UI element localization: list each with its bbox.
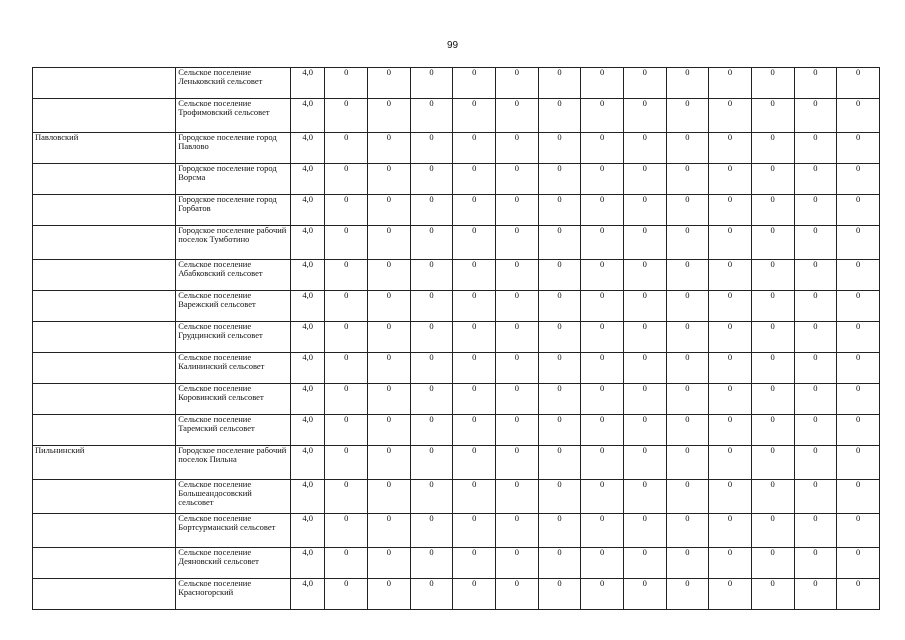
page-number: 99 [446, 40, 459, 51]
value-cell: 0 [496, 195, 539, 226]
value-cell: 0 [453, 384, 496, 415]
value-cell: 0 [709, 260, 752, 291]
value-cell: 4,0 [290, 415, 325, 446]
value-cell: 0 [496, 322, 539, 353]
value-cell: 0 [368, 226, 411, 260]
value-cell: 0 [496, 548, 539, 579]
value-cell: 0 [709, 68, 752, 99]
value-cell: 0 [751, 164, 794, 195]
value-cell: 0 [666, 291, 709, 322]
value-cell: 0 [837, 384, 880, 415]
settlement-cell: Сельское поселение Бортсурманский сельсовет [176, 514, 291, 548]
value-cell: 0 [496, 99, 539, 133]
value-cell: 0 [709, 99, 752, 133]
value-cell: 0 [496, 133, 539, 164]
value-cell: 0 [666, 514, 709, 548]
value-cell: 0 [794, 99, 837, 133]
value-cell: 0 [325, 260, 368, 291]
value-cell: 0 [751, 99, 794, 133]
value-cell: 0 [709, 384, 752, 415]
settlement-cell: Сельское поселение Таремский сельсовет [176, 415, 291, 446]
value-cell: 0 [623, 353, 666, 384]
value-cell: 0 [410, 514, 453, 548]
value-cell: 0 [794, 195, 837, 226]
value-cell: 0 [368, 164, 411, 195]
settlements-table [32, 67, 880, 610]
district-cell [33, 322, 176, 353]
district-cell [33, 291, 176, 322]
value-cell: 0 [453, 514, 496, 548]
table-row [33, 322, 880, 353]
value-cell: 0 [538, 446, 581, 480]
value-cell: 0 [794, 480, 837, 514]
value-cell: 0 [751, 384, 794, 415]
value-cell: 0 [325, 353, 368, 384]
value-cell: 0 [794, 164, 837, 195]
value-cell: 0 [325, 164, 368, 195]
settlement-cell: Сельское поселение Леньковский сельсовет [176, 68, 291, 99]
value-cell: 0 [453, 195, 496, 226]
value-cell: 0 [666, 133, 709, 164]
value-cell: 0 [666, 164, 709, 195]
value-cell: 0 [368, 548, 411, 579]
value-cell: 0 [581, 195, 624, 226]
value-cell: 0 [581, 353, 624, 384]
value-cell: 0 [410, 384, 453, 415]
table-body [33, 68, 880, 610]
district-cell [33, 68, 176, 99]
value-cell: 0 [496, 514, 539, 548]
value-cell: 0 [368, 260, 411, 291]
value-cell: 0 [368, 291, 411, 322]
district-cell [33, 480, 176, 514]
value-cell: 0 [496, 579, 539, 610]
value-cell: 0 [623, 322, 666, 353]
value-cell: 0 [666, 548, 709, 579]
settlement-cell: Сельское поселение Грудцинский сельсовет [176, 322, 291, 353]
value-cell: 0 [325, 579, 368, 610]
value-cell: 4,0 [290, 133, 325, 164]
value-cell: 0 [453, 226, 496, 260]
district-cell [33, 195, 176, 226]
value-cell: 0 [538, 226, 581, 260]
value-cell: 0 [496, 446, 539, 480]
value-cell: 0 [453, 99, 496, 133]
value-cell: 0 [709, 226, 752, 260]
value-cell: 0 [709, 322, 752, 353]
district-cell [33, 353, 176, 384]
value-cell: 0 [794, 384, 837, 415]
value-cell: 0 [837, 415, 880, 446]
value-cell: 0 [623, 68, 666, 99]
value-cell: 0 [410, 195, 453, 226]
value-cell: 0 [538, 415, 581, 446]
value-cell: 0 [410, 68, 453, 99]
settlement-cell: Сельское поселение Красногорский [176, 579, 291, 610]
value-cell: 0 [581, 415, 624, 446]
table-row [33, 68, 880, 99]
settlement-cell: Городское поселение рабочий поселок Пильна [176, 446, 291, 480]
value-cell: 4,0 [290, 164, 325, 195]
value-cell: 0 [666, 260, 709, 291]
value-cell: 4,0 [290, 446, 325, 480]
value-cell: 0 [496, 226, 539, 260]
table-row [33, 514, 880, 548]
value-cell: 0 [453, 291, 496, 322]
value-cell: 0 [368, 99, 411, 133]
table-row [33, 548, 880, 579]
table-row [33, 195, 880, 226]
value-cell: 0 [538, 322, 581, 353]
district-cell: Павловский [33, 133, 176, 164]
district-cell [33, 415, 176, 446]
district-cell: Пильнинский [33, 446, 176, 480]
value-cell: 0 [751, 260, 794, 291]
value-cell: 0 [410, 164, 453, 195]
value-cell: 0 [751, 353, 794, 384]
value-cell: 0 [837, 226, 880, 260]
value-cell: 0 [709, 480, 752, 514]
value-cell: 0 [453, 480, 496, 514]
table-row [33, 226, 880, 260]
value-cell: 0 [325, 548, 368, 579]
value-cell: 0 [325, 226, 368, 260]
value-cell: 0 [666, 384, 709, 415]
settlement-cell: Сельское поселение Коровинский сельсовет [176, 384, 291, 415]
value-cell: 0 [751, 514, 794, 548]
district-cell [33, 548, 176, 579]
settlement-cell: Городское поселение рабочий поселок Тумботино [176, 226, 291, 260]
value-cell: 4,0 [290, 579, 325, 610]
value-cell: 0 [410, 579, 453, 610]
value-cell: 0 [368, 579, 411, 610]
value-cell: 0 [325, 322, 368, 353]
value-cell: 0 [581, 514, 624, 548]
value-cell: 0 [325, 514, 368, 548]
value-cell: 0 [368, 195, 411, 226]
value-cell: 0 [623, 291, 666, 322]
value-cell: 0 [709, 579, 752, 610]
value-cell: 0 [751, 579, 794, 610]
value-cell: 0 [581, 384, 624, 415]
value-cell: 0 [538, 99, 581, 133]
value-cell: 0 [666, 226, 709, 260]
value-cell: 0 [794, 579, 837, 610]
value-cell: 0 [794, 548, 837, 579]
settlement-cell: Сельское поселение Калининский сельсовет [176, 353, 291, 384]
value-cell: 0 [666, 353, 709, 384]
value-cell: 4,0 [290, 480, 325, 514]
value-cell: 0 [538, 353, 581, 384]
value-cell: 0 [325, 68, 368, 99]
district-cell [33, 164, 176, 195]
table-row [33, 446, 880, 480]
value-cell: 0 [751, 415, 794, 446]
settlement-cell: Городское поселение город Павлово [176, 133, 291, 164]
value-cell: 0 [581, 260, 624, 291]
district-cell [33, 579, 176, 610]
value-cell: 0 [709, 446, 752, 480]
value-cell: 0 [325, 415, 368, 446]
value-cell: 0 [496, 415, 539, 446]
value-cell: 0 [837, 480, 880, 514]
value-cell: 0 [410, 480, 453, 514]
value-cell: 0 [325, 480, 368, 514]
table-row [33, 99, 880, 133]
value-cell: 0 [538, 195, 581, 226]
value-cell: 0 [581, 480, 624, 514]
value-cell: 0 [325, 133, 368, 164]
value-cell: 0 [709, 195, 752, 226]
value-cell: 0 [368, 480, 411, 514]
value-cell: 0 [623, 195, 666, 226]
value-cell: 0 [410, 446, 453, 480]
value-cell: 0 [538, 548, 581, 579]
table-row [33, 384, 880, 415]
value-cell: 0 [623, 480, 666, 514]
settlement-cell: Городское поселение город Ворсма [176, 164, 291, 195]
value-cell: 0 [837, 579, 880, 610]
value-cell: 0 [496, 480, 539, 514]
value-cell: 0 [623, 548, 666, 579]
value-cell: 0 [496, 164, 539, 195]
value-cell: 0 [794, 133, 837, 164]
value-cell: 0 [368, 384, 411, 415]
value-cell: 0 [581, 68, 624, 99]
value-cell: 0 [581, 291, 624, 322]
district-cell [33, 514, 176, 548]
district-cell [33, 226, 176, 260]
value-cell: 4,0 [290, 99, 325, 133]
value-cell: 0 [751, 226, 794, 260]
value-cell: 0 [368, 353, 411, 384]
value-cell: 0 [623, 384, 666, 415]
value-cell: 0 [538, 579, 581, 610]
value-cell: 0 [837, 195, 880, 226]
value-cell: 0 [751, 548, 794, 579]
value-cell: 0 [453, 68, 496, 99]
value-cell: 0 [581, 322, 624, 353]
value-cell: 0 [751, 195, 794, 226]
value-cell: 0 [666, 195, 709, 226]
settlement-cell: Городское поселение город Горбатов [176, 195, 291, 226]
value-cell: 0 [623, 164, 666, 195]
settlement-cell: Сельское поселение Трофимовский сельсовет [176, 99, 291, 133]
value-cell: 0 [709, 514, 752, 548]
district-cell [33, 384, 176, 415]
value-cell: 0 [666, 68, 709, 99]
value-cell: 0 [453, 579, 496, 610]
value-cell: 0 [666, 99, 709, 133]
value-cell: 0 [709, 164, 752, 195]
value-cell: 0 [709, 548, 752, 579]
value-cell: 0 [623, 514, 666, 548]
value-cell: 0 [410, 548, 453, 579]
value-cell: 0 [581, 446, 624, 480]
value-cell: 0 [496, 260, 539, 291]
value-cell: 0 [368, 133, 411, 164]
value-cell: 0 [623, 446, 666, 480]
value-cell: 0 [837, 446, 880, 480]
value-cell: 0 [709, 353, 752, 384]
value-cell: 0 [410, 322, 453, 353]
value-cell: 0 [709, 415, 752, 446]
value-cell: 0 [666, 480, 709, 514]
value-cell: 4,0 [290, 195, 325, 226]
value-cell: 0 [453, 415, 496, 446]
value-cell: 0 [794, 446, 837, 480]
value-cell: 0 [410, 133, 453, 164]
value-cell: 0 [794, 226, 837, 260]
value-cell: 0 [410, 415, 453, 446]
value-cell: 4,0 [290, 68, 325, 99]
value-cell: 0 [751, 480, 794, 514]
value-cell: 0 [538, 133, 581, 164]
value-cell: 0 [751, 133, 794, 164]
value-cell: 0 [751, 68, 794, 99]
value-cell: 0 [325, 99, 368, 133]
value-cell: 0 [410, 353, 453, 384]
table-row [33, 480, 880, 514]
value-cell: 0 [837, 164, 880, 195]
value-cell: 0 [453, 353, 496, 384]
value-cell: 0 [581, 579, 624, 610]
value-cell: 0 [837, 68, 880, 99]
value-cell: 0 [623, 226, 666, 260]
value-cell: 4,0 [290, 514, 325, 548]
value-cell: 4,0 [290, 291, 325, 322]
value-cell: 0 [538, 164, 581, 195]
value-cell: 0 [709, 291, 752, 322]
value-cell: 0 [496, 353, 539, 384]
value-cell: 0 [453, 164, 496, 195]
value-cell: 0 [623, 260, 666, 291]
value-cell: 0 [837, 514, 880, 548]
value-cell: 0 [623, 133, 666, 164]
settlement-cell: Сельское поселение Большеандосовский сельсовет [176, 480, 291, 514]
settlement-cell: Сельское поселение Абабковский сельсовет [176, 260, 291, 291]
settlement-cell: Сельское поселение Деяновский сельсовет [176, 548, 291, 579]
value-cell: 0 [581, 226, 624, 260]
value-cell: 0 [410, 226, 453, 260]
table-row [33, 260, 880, 291]
value-cell: 0 [368, 68, 411, 99]
value-cell: 0 [751, 446, 794, 480]
table-row [33, 291, 880, 322]
value-cell: 0 [837, 260, 880, 291]
value-cell: 0 [837, 99, 880, 133]
table-row [33, 415, 880, 446]
value-cell: 0 [368, 446, 411, 480]
value-cell: 0 [453, 446, 496, 480]
table-row [33, 133, 880, 164]
value-cell: 0 [794, 291, 837, 322]
value-cell: 0 [623, 99, 666, 133]
value-cell: 0 [751, 322, 794, 353]
value-cell: 0 [709, 133, 752, 164]
value-cell: 4,0 [290, 384, 325, 415]
value-cell: 0 [581, 548, 624, 579]
value-cell: 0 [666, 579, 709, 610]
value-cell: 0 [837, 548, 880, 579]
value-cell: 0 [410, 260, 453, 291]
value-cell: 0 [794, 514, 837, 548]
value-cell: 4,0 [290, 353, 325, 384]
value-cell: 0 [581, 164, 624, 195]
value-cell: 0 [538, 384, 581, 415]
value-cell: 0 [794, 322, 837, 353]
value-cell: 0 [837, 322, 880, 353]
value-cell: 0 [666, 415, 709, 446]
value-cell: 0 [453, 322, 496, 353]
value-cell: 4,0 [290, 322, 325, 353]
value-cell: 0 [837, 353, 880, 384]
value-cell: 0 [794, 260, 837, 291]
value-cell: 4,0 [290, 260, 325, 291]
value-cell: 0 [325, 384, 368, 415]
district-cell [33, 260, 176, 291]
value-cell: 0 [538, 480, 581, 514]
value-cell: 0 [325, 195, 368, 226]
table-row [33, 579, 880, 610]
value-cell: 0 [496, 291, 539, 322]
value-cell: 0 [538, 291, 581, 322]
value-cell: 0 [794, 353, 837, 384]
value-cell: 0 [666, 446, 709, 480]
value-cell: 0 [666, 322, 709, 353]
table-row [33, 164, 880, 195]
table-row [33, 353, 880, 384]
value-cell: 0 [837, 291, 880, 322]
value-cell: 0 [794, 68, 837, 99]
value-cell: 0 [325, 446, 368, 480]
value-cell: 0 [581, 133, 624, 164]
value-cell: 0 [623, 579, 666, 610]
value-cell: 0 [623, 415, 666, 446]
value-cell: 4,0 [290, 548, 325, 579]
value-cell: 0 [453, 548, 496, 579]
value-cell: 0 [751, 291, 794, 322]
value-cell: 0 [368, 514, 411, 548]
value-cell: 4,0 [290, 226, 325, 260]
value-cell: 0 [538, 68, 581, 99]
value-cell: 0 [837, 133, 880, 164]
value-cell: 0 [794, 415, 837, 446]
value-cell: 0 [410, 99, 453, 133]
value-cell: 0 [368, 415, 411, 446]
district-cell [33, 99, 176, 133]
value-cell: 0 [538, 514, 581, 548]
value-cell: 0 [453, 260, 496, 291]
value-cell: 0 [581, 99, 624, 133]
value-cell: 0 [410, 291, 453, 322]
value-cell: 0 [325, 291, 368, 322]
value-cell: 0 [368, 322, 411, 353]
value-cell: 0 [453, 133, 496, 164]
value-cell: 0 [538, 260, 581, 291]
settlement-cell: Сельское поселение Варежский сельсовет [176, 291, 291, 322]
value-cell: 0 [496, 384, 539, 415]
value-cell: 0 [496, 68, 539, 99]
